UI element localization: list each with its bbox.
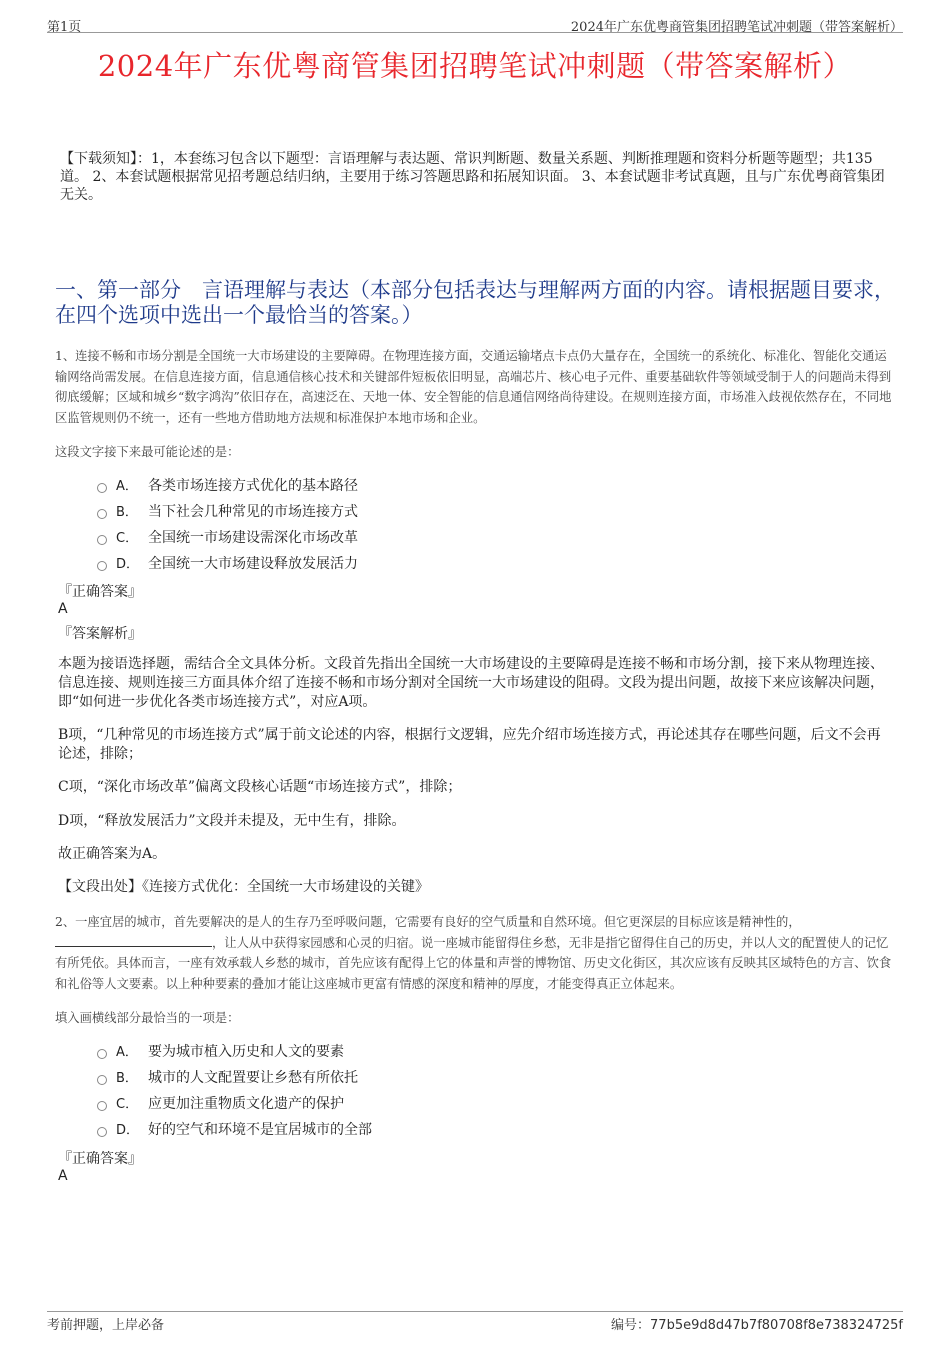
q1-analysis-para: D项，“释放发展活力”文段并未提及，无中生有，排除。 — [58, 813, 406, 829]
q1-prompt: 这段文字接下来最可能论述的是： — [55, 445, 240, 459]
radio-icon[interactable] — [97, 1075, 107, 1085]
radio-icon[interactable] — [97, 483, 107, 493]
page-number: 第1页 — [47, 20, 82, 35]
radio-icon[interactable] — [97, 1049, 107, 1059]
fill-blank — [55, 934, 212, 947]
page-title: 2024年广东优粤商管集团招聘笔试冲刺题（带答案解析） — [97, 49, 853, 83]
q1-analysis-para: B项，“几种常见的市场连接方式”属于前文论述的内容，根据行文逻辑，应先介绍市场连接方式，再论述其存在哪些问题，后文不会再论述，排除； — [58, 727, 881, 762]
q1-source: 【文段出处】《连接方式优化：全国统一大市场建设的关键》 — [58, 879, 429, 895]
q2-option-c[interactable]: C． 应更加注重物质文化遗产的保护 — [97, 1094, 344, 1114]
q2-option-b[interactable]: B． 城市的人文配置要让乡愁有所依托 — [97, 1068, 358, 1088]
radio-icon[interactable] — [97, 1127, 107, 1137]
q1-stem: 1、连接不畅和市场分割是全国统一大市场建设的主要障碍。在物理连接方面，交通运输堵点卡点仍大量存在，全国统一的系统化、标准化、智能化交通运输网络尚需发展。在信息连接方面，信息通信核心技术和关键部件短板依旧明显，高端芯片、核心电子元件、重要基础软件等领域受制于人的问题尚未得到彻底缓解；区域和城乡“数字鸿沟”依旧存在，高速泛在、天地一体、安全智能的信息通信网络尚待建设。在规则连接方面，市场准入歧视依然存在，不同地区监管规则仍不统一，还有一些地方借助地方法规和标准保护本地市场和企业。 — [55, 349, 892, 425]
header-doc-title: 2024年广东优粤商管集团招聘笔试冲刺题（带答案解析） — [570, 20, 903, 35]
q1-analysis-conclusion: 故正确答案为A。 — [58, 846, 167, 862]
q1-option-b[interactable]: B． 当下社会几种常见的市场连接方式 — [97, 502, 358, 522]
q1-analysis-label: 『答案解析』 — [58, 626, 142, 642]
q2-option-a[interactable]: A． 要为城市植入历史和人文的要素 — [97, 1042, 344, 1062]
footer-slogan: 考前押题，上岸必备 — [47, 1318, 165, 1333]
radio-icon[interactable] — [97, 1101, 107, 1111]
q2-prompt: 填入画横线部分最恰当的一项是： — [55, 1011, 240, 1025]
radio-icon[interactable] — [97, 509, 107, 519]
section-heading: 一、第一部分 言语理解与表达（本部分包括表达与理解两方面的内容。请根据题目要求，在四个选项中选出一个最恰当的答案。） — [55, 278, 895, 327]
q2-answer-label: 『正确答案』 — [58, 1151, 142, 1167]
q2-answer: A — [58, 1168, 68, 1184]
q2-stem: 2、一座宜居的城市，首先要解决的是人的生存乃至呼吸问题，它需要有良好的空气质量和自然环境。但它更深层的目标应该是精神性的，，让人从中获得家园感和心灵的归宿。说一座城市能留得住乡愁，无非是指它留得住自己的历史，并以人文的配置使人的记忆有所凭依。具体而言，一座有效承载人乡愁的城市，首先应该有配得上它的体量和声誉的博物馆、历史文化街区，其次应该有反映其区域特色的方言、饮食和礼俗等人文要素。以上种种要素的叠加才能让这座城市更富有情感的深度和精神的厚度，才能变得真正立体起来。 — [55, 915, 892, 991]
q1-option-c[interactable]: C． 全国统一市场建设需深化市场改革 — [97, 528, 358, 548]
download-notice: 【下载须知】：1，本套练习包含以下题型：言语理解与表达题、常识判断题、数量关系题、判断推理题和资料分析题等题型；共135道。 2、本套试题根据常见招考题总结归纳，主要用于练习答题思路和拓展知识面。 3、本套试题非考试真题，且与广东优粤商管集团无关。 — [60, 151, 885, 203]
q1-analysis-para: 本题为接语选择题，需结合全文具体分析。文段首先指出全国统一大市场建设的主要障碍是连接不畅和市场分割，接下来从物理连接、信息连接、规则连接三方面具体介绍了连接不畅和市场分割对全国统一大市场建设的阻碍。文段为提出问题，故接下来应该解决问题，即“如何进一步优化各类市场连接方式”，对应A项。 — [58, 656, 884, 710]
q1-option-a[interactable]: A． 各类市场连接方式优化的基本路径 — [97, 476, 358, 496]
footer-divider — [47, 1311, 903, 1312]
q1-answer-label: 『正确答案』 — [58, 584, 142, 600]
q1-option-d[interactable]: D． 全国统一大市场建设释放发展活力 — [97, 554, 358, 574]
header-divider — [47, 32, 903, 33]
footer-code: 编号：77b5e9d8d47b7f80708f8e738324725f — [611, 1318, 903, 1333]
q2-option-d[interactable]: D． 好的空气和环境不是宜居城市的全部 — [97, 1120, 372, 1140]
q1-analysis-para: C项，“深化市场改革”偏离文段核心话题“市场连接方式”，排除； — [58, 779, 462, 795]
q1-answer: A — [58, 601, 68, 617]
radio-icon[interactable] — [97, 561, 107, 571]
radio-icon[interactable] — [97, 535, 107, 545]
